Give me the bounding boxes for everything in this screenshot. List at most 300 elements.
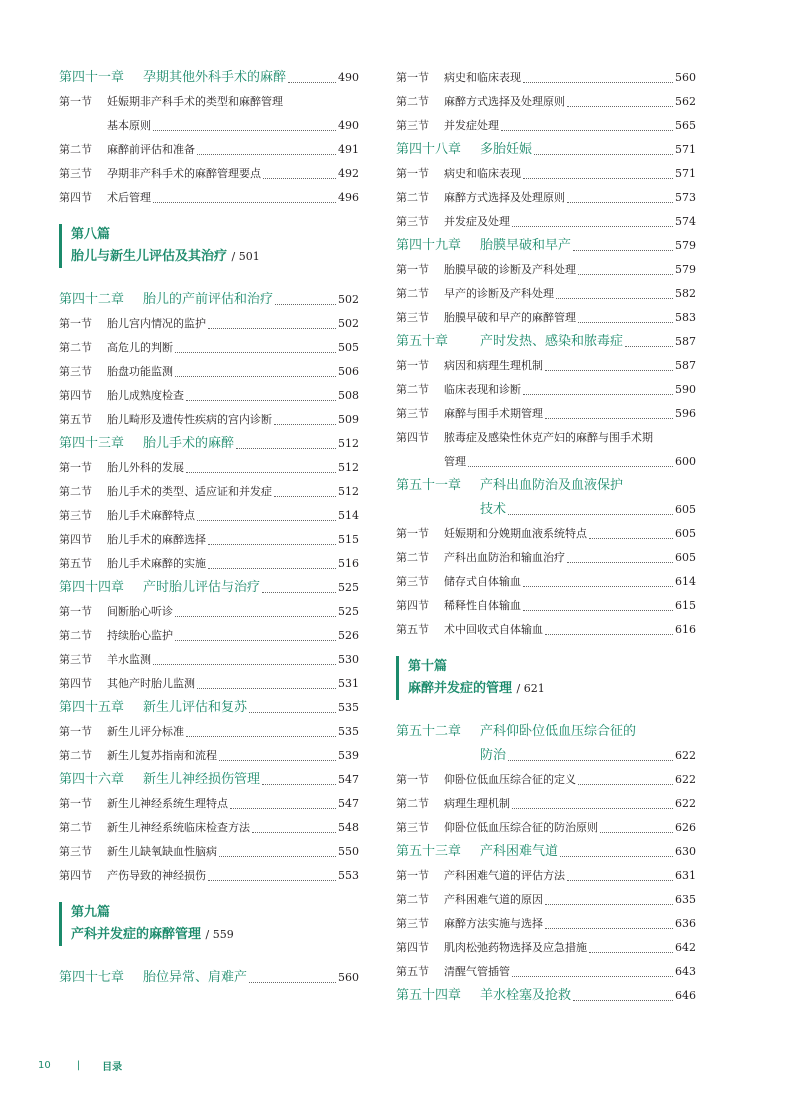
chapter-entry[interactable] (59, 288, 359, 312)
section-entry[interactable] (396, 114, 696, 138)
dot-leader (508, 760, 673, 761)
part-title-line (71, 924, 359, 946)
dot-leader (249, 712, 336, 713)
section-title: 持续胎心监护 (107, 629, 173, 642)
page-footer (38, 1058, 122, 1073)
section-title: 新生儿神经系统生理特点 (107, 797, 228, 810)
section-title: 孕期非产科手术的麻醉管理要点 (107, 167, 261, 180)
chapter-entry[interactable] (59, 768, 359, 792)
page-number: 587 (675, 359, 696, 372)
section-title: 麻醉与围手术期管理 (444, 407, 543, 420)
section-number: 第四节 (59, 389, 92, 402)
page-number: 539 (338, 749, 359, 762)
section-entry[interactable] (396, 258, 696, 282)
section-title: 其他产时胎儿监测 (107, 677, 195, 690)
page-number: 508 (338, 389, 359, 402)
part-spacer (59, 268, 359, 288)
chapter-title: 技术 (480, 502, 507, 517)
chapter-number: 第四十七章 (59, 970, 125, 985)
section-number: 第四节 (396, 941, 429, 954)
page-number: 506 (338, 365, 359, 378)
section-entry[interactable] (396, 936, 696, 960)
section-title: 临床表现和诊断 (444, 383, 521, 396)
section-entry[interactable] (59, 138, 359, 162)
dot-leader (567, 202, 673, 203)
section-entry[interactable] (59, 504, 359, 528)
chapter-entry[interactable] (59, 696, 359, 720)
chapter-entry[interactable] (396, 474, 696, 498)
section-title: 麻醉方式选择及处理原则 (444, 191, 565, 204)
section-number: 第二节 (59, 485, 92, 498)
chapter-title: 胎位异常、肩难产 (143, 970, 248, 985)
part-title: 胎儿与新生儿评估及其治疗 (71, 249, 228, 264)
part-spacer (396, 700, 696, 720)
chapter-number: 第四十二章 (59, 292, 125, 307)
page-number: 573 (675, 191, 696, 204)
section-number: 第一节 (396, 527, 429, 540)
section-number: 第一节 (59, 317, 92, 330)
page-number: 616 (675, 623, 696, 636)
section-entry[interactable] (59, 90, 359, 114)
section-title: 胎儿手术麻醉的实施 (107, 557, 206, 570)
page-number: 496 (338, 191, 359, 204)
chapter-title: 新生儿神经损伤管理 (143, 772, 261, 787)
page-number: 512 (338, 461, 359, 474)
dot-leader (545, 370, 673, 371)
section-title: 稀释性自体输血 (444, 599, 521, 612)
page-number: 548 (338, 821, 359, 834)
section-title: 储存式自体输血 (444, 575, 521, 588)
page-number: 571 (675, 143, 696, 156)
section-number: 第一节 (59, 797, 92, 810)
section-number: 第一节 (396, 167, 429, 180)
dot-leader (249, 982, 336, 983)
section-title: 并发症处理 (444, 119, 499, 132)
dot-leader (589, 538, 673, 539)
dot-leader (534, 154, 673, 155)
section-entry[interactable] (396, 792, 696, 816)
section-title: 妊娠期和分娩期血液系统特点 (444, 527, 587, 540)
section-number: 第二节 (59, 821, 92, 834)
section-entry[interactable] (396, 66, 696, 90)
section-title: 新生儿复苏指南和流程 (107, 749, 217, 762)
section-number: 第五节 (59, 557, 92, 570)
chapter-entry[interactable] (396, 234, 696, 258)
dot-leader (175, 616, 336, 617)
section-entry[interactable] (59, 792, 359, 816)
dot-leader (523, 586, 673, 587)
dot-leader (625, 346, 673, 347)
section-title: 脓毒症及感染性休克产妇的麻醉与围手术期 (444, 431, 653, 444)
section-number: 第二节 (396, 893, 429, 906)
section-title: 妊娠期非产科手术的类型和麻醉管理 (107, 95, 283, 108)
chapter-entry[interactable] (396, 840, 696, 864)
section-entry[interactable] (396, 210, 696, 234)
page-number: 509 (338, 413, 359, 426)
page-number: 587 (675, 335, 696, 348)
dot-leader (589, 952, 673, 953)
page-number: 512 (338, 437, 359, 450)
chapter-title: 孕期其他外科手术的麻醉 (143, 70, 287, 85)
section-number: 第一节 (396, 263, 429, 276)
section-number: 第二节 (59, 629, 92, 642)
part-page: / 501 (231, 250, 260, 263)
page-number: 615 (675, 599, 696, 612)
section-number: 第五节 (396, 965, 429, 978)
section-number: 第四节 (396, 431, 429, 444)
toc-column-right (396, 66, 696, 1008)
section-number: 第二节 (396, 95, 429, 108)
dot-leader (208, 880, 336, 881)
page-number: 502 (338, 317, 359, 330)
dot-leader (567, 562, 673, 563)
section-title: 仰卧位低血压综合征的定义 (444, 773, 576, 786)
section-title: 新生儿神经系统临床检查方法 (107, 821, 250, 834)
section-number: 第三节 (59, 167, 92, 180)
footer-page-number: 10 (38, 1060, 51, 1071)
section-number: 第一节 (396, 869, 429, 882)
section-title: 病史和临床表现 (444, 167, 521, 180)
page-number: 515 (338, 533, 359, 546)
dot-leader (573, 1000, 673, 1001)
section-number: 第四节 (59, 191, 92, 204)
section-entry[interactable] (396, 354, 696, 378)
section-entry[interactable] (59, 528, 359, 552)
part-page: / 559 (205, 928, 234, 941)
section-entry[interactable] (59, 312, 359, 336)
page-number: 550 (338, 845, 359, 858)
page-number: 642 (675, 941, 696, 954)
dot-leader (573, 250, 673, 251)
section-entry[interactable] (59, 408, 359, 432)
dot-leader (560, 856, 673, 857)
chapter-entry[interactable] (396, 984, 696, 1008)
page-number: 571 (675, 167, 696, 180)
page-number: 583 (675, 311, 696, 324)
section-number: 第一节 (59, 95, 92, 108)
section-title: 胎儿手术麻醉特点 (107, 509, 195, 522)
dot-leader (263, 178, 336, 179)
dot-leader (175, 640, 336, 641)
chapter-entry[interactable] (59, 576, 359, 600)
section-entry[interactable] (396, 618, 696, 642)
section-number: 第四节 (59, 533, 92, 546)
part-title-line (408, 678, 696, 700)
dot-leader (197, 154, 336, 155)
section-number: 第四节 (59, 677, 92, 690)
page-number: 502 (338, 293, 359, 306)
chapter-number: 第五十章 (396, 334, 449, 349)
section-entry[interactable] (396, 378, 696, 402)
section-title: 胎盘功能监测 (107, 365, 173, 378)
section-number: 第三节 (59, 653, 92, 666)
section-entry-continued[interactable] (59, 114, 359, 138)
section-number: 第二节 (396, 287, 429, 300)
page-number: 535 (338, 725, 359, 738)
page-number: 525 (338, 605, 359, 618)
section-number: 第一节 (59, 605, 92, 618)
chapter-entry-continued[interactable] (396, 498, 696, 522)
chapter-number: 第四十一章 (59, 70, 125, 85)
section-entry[interactable] (396, 282, 696, 306)
section-entry[interactable] (396, 162, 696, 186)
page-number: 492 (338, 167, 359, 180)
dot-leader (501, 130, 673, 131)
section-title: 麻醉方法实施与选择 (444, 917, 543, 930)
part-number: 第十篇 (408, 659, 448, 674)
chapter-title: 产科仰卧位低血压综合征的 (480, 724, 637, 739)
chapter-title: 防治 (480, 748, 507, 763)
page-number: 514 (338, 509, 359, 522)
chapter-title: 产科出血防治及血液保护 (480, 478, 624, 493)
section-entry[interactable] (59, 162, 359, 186)
dot-leader (288, 82, 336, 83)
chapter-entry[interactable] (59, 66, 359, 90)
section-title: 产科困难气道的评估方法 (444, 869, 565, 882)
section-title: 仰卧位低血压综合征的防治原则 (444, 821, 598, 834)
dot-leader (153, 130, 336, 131)
dot-leader (186, 400, 336, 401)
dot-leader (236, 448, 336, 449)
section-title: 病因和病理生理机制 (444, 359, 543, 372)
section-title: 清醒气管插管 (444, 965, 510, 978)
section-title: 基本原则 (107, 119, 151, 132)
page-number: 547 (338, 797, 359, 810)
part-title: 麻醉并发症的管理 (408, 681, 513, 696)
dot-leader (523, 82, 673, 83)
section-title: 产伤导致的神经损伤 (107, 869, 206, 882)
chapter-entry[interactable] (396, 330, 696, 354)
page-number: 582 (675, 287, 696, 300)
section-number: 第三节 (396, 917, 429, 930)
dot-leader (219, 760, 336, 761)
part-heading[interactable] (59, 224, 359, 268)
dot-leader (262, 592, 336, 593)
dot-leader (578, 784, 673, 785)
chapter-number: 第五十三章 (396, 844, 462, 859)
page-number: 643 (675, 965, 696, 978)
section-title: 胎儿手术的类型、适应证和并发症 (107, 485, 272, 498)
section-title: 胎膜早破的诊断及产科处理 (444, 263, 576, 276)
chapter-entry[interactable] (396, 720, 696, 744)
section-title: 麻醉前评估和准备 (107, 143, 195, 156)
section-entry-continued[interactable] (396, 450, 696, 474)
section-entry[interactable] (59, 672, 359, 696)
page-number: 590 (675, 383, 696, 396)
section-entry[interactable] (396, 186, 696, 210)
section-entry[interactable] (396, 426, 696, 450)
chapter-title: 多胎妊娠 (480, 142, 533, 157)
section-entry[interactable] (59, 186, 359, 210)
chapter-number: 第四十六章 (59, 772, 125, 787)
chapter-title: 胎膜早破和早产 (480, 238, 572, 253)
page-number: 490 (338, 71, 359, 84)
section-number: 第三节 (396, 821, 429, 834)
chapter-title: 胎儿的产前评估和治疗 (143, 292, 274, 307)
section-entry[interactable] (59, 864, 359, 888)
section-number: 第三节 (59, 845, 92, 858)
part-heading[interactable] (396, 656, 696, 700)
footer-separator: | (76, 1060, 81, 1071)
chapter-number: 第四十四章 (59, 580, 125, 595)
dot-leader (175, 376, 336, 377)
section-entry[interactable] (59, 360, 359, 384)
footer-title: 目录 (102, 1062, 123, 1073)
chapter-entry[interactable] (59, 432, 359, 456)
section-entry[interactable] (396, 522, 696, 546)
chapter-title: 产时发热、感染和脓毒症 (480, 334, 624, 349)
section-entry[interactable] (396, 594, 696, 618)
part-heading[interactable] (59, 902, 359, 946)
section-entry[interactable] (396, 960, 696, 984)
page-number: 646 (675, 989, 696, 1002)
dot-leader (274, 496, 336, 497)
section-entry[interactable] (59, 336, 359, 360)
dot-leader (545, 418, 673, 419)
chapter-entry-continued[interactable] (396, 744, 696, 768)
section-entry[interactable] (59, 648, 359, 672)
section-title: 病理生理机制 (444, 797, 510, 810)
chapter-number: 第五十二章 (396, 724, 462, 739)
section-title: 早产的诊断及产科处理 (444, 287, 554, 300)
dot-leader (556, 298, 673, 299)
chapter-entry[interactable] (396, 138, 696, 162)
section-number: 第五节 (59, 413, 92, 426)
section-entry[interactable] (396, 912, 696, 936)
section-entry[interactable] (59, 720, 359, 744)
section-number: 第二节 (396, 551, 429, 564)
section-entry[interactable] (396, 888, 696, 912)
section-title: 胎儿手术的麻醉选择 (107, 533, 206, 546)
section-entry[interactable] (59, 480, 359, 504)
section-title: 产科困难气道的原因 (444, 893, 543, 906)
section-number: 第三节 (396, 215, 429, 228)
section-entry[interactable] (59, 744, 359, 768)
section-entry[interactable] (396, 864, 696, 888)
chapter-title: 胎儿手术的麻醉 (143, 436, 235, 451)
section-entry[interactable] (396, 546, 696, 570)
section-title: 产科出血防治和输血治疗 (444, 551, 565, 564)
section-entry[interactable] (59, 600, 359, 624)
section-number: 第一节 (59, 461, 92, 474)
section-title: 病史和临床表现 (444, 71, 521, 84)
page-number: 526 (338, 629, 359, 642)
section-number: 第三节 (396, 407, 429, 420)
section-title: 胎儿外科的发展 (107, 461, 184, 474)
section-number: 第二节 (396, 191, 429, 204)
section-number: 第三节 (59, 509, 92, 522)
section-number: 第二节 (396, 383, 429, 396)
page-number: 622 (675, 797, 696, 810)
section-entry[interactable] (396, 90, 696, 114)
section-entry[interactable] (59, 624, 359, 648)
page-number: 565 (675, 119, 696, 132)
section-title: 术后管理 (107, 191, 151, 204)
chapter-title: 羊水栓塞及抢救 (480, 988, 572, 1003)
section-entry[interactable] (59, 456, 359, 480)
section-title: 麻醉方式选择及处理原则 (444, 95, 565, 108)
page-number: 635 (675, 893, 696, 906)
dot-leader (262, 784, 336, 785)
part-title: 产科并发症的麻醉管理 (71, 927, 202, 942)
dot-leader (468, 466, 673, 467)
section-entry[interactable] (59, 840, 359, 864)
section-title: 间断胎心听诊 (107, 605, 173, 618)
section-number: 第二节 (396, 797, 429, 810)
page-number: 631 (675, 869, 696, 882)
section-entry[interactable] (59, 816, 359, 840)
page-number: 579 (675, 263, 696, 276)
page-number: 630 (675, 845, 696, 858)
part-number: 第九篇 (71, 905, 111, 920)
page-number: 605 (675, 503, 696, 516)
section-entry[interactable] (59, 552, 359, 576)
section-number: 第五节 (396, 623, 429, 636)
section-number: 第一节 (59, 725, 92, 738)
section-entry[interactable] (396, 570, 696, 594)
dot-leader (512, 808, 673, 809)
page-number: 553 (338, 869, 359, 882)
section-entry[interactable] (396, 306, 696, 330)
chapter-number: 第五十一章 (396, 478, 462, 493)
section-number: 第三节 (396, 311, 429, 324)
section-entry[interactable] (59, 384, 359, 408)
section-entry[interactable] (396, 816, 696, 840)
toc-column-left (59, 66, 359, 990)
section-entry[interactable] (396, 402, 696, 426)
section-title: 并发症及处理 (444, 215, 510, 228)
dot-leader (274, 424, 336, 425)
dot-leader (508, 514, 673, 515)
section-entry[interactable] (396, 768, 696, 792)
chapter-entry[interactable] (59, 966, 359, 990)
section-number: 第三节 (396, 119, 429, 132)
dot-leader (219, 856, 336, 857)
section-title: 高危儿的判断 (107, 341, 173, 354)
dot-leader (545, 634, 673, 635)
dot-leader (186, 472, 336, 473)
dot-leader (545, 928, 673, 929)
chapter-number: 第四十八章 (396, 142, 462, 157)
dot-leader (208, 568, 336, 569)
dot-leader (230, 808, 336, 809)
page-number: 600 (675, 455, 696, 468)
dot-leader (512, 226, 673, 227)
page-number: 626 (675, 821, 696, 834)
section-number: 第四节 (396, 599, 429, 612)
page-number: 574 (675, 215, 696, 228)
dot-leader (208, 544, 336, 545)
dot-leader (567, 880, 673, 881)
dot-leader (197, 688, 336, 689)
section-title: 肌肉松弛药物选择及应急措施 (444, 941, 587, 954)
page-number: 636 (675, 917, 696, 930)
page-number: 560 (338, 971, 359, 984)
part-spacer (59, 946, 359, 966)
dot-leader (523, 610, 673, 611)
section-number: 第四节 (59, 869, 92, 882)
section-number: 第一节 (396, 71, 429, 84)
page-number: 622 (675, 773, 696, 786)
page-number: 516 (338, 557, 359, 570)
page-number: 535 (338, 701, 359, 714)
section-title: 胎儿宫内情况的监护 (107, 317, 206, 330)
chapter-number: 第四十三章 (59, 436, 125, 451)
page-number: 547 (338, 773, 359, 786)
page-number: 490 (338, 119, 359, 132)
section-title: 胎儿畸形及遗传性疾病的宫内诊断 (107, 413, 272, 426)
chapter-title: 产科困难气道 (480, 844, 559, 859)
